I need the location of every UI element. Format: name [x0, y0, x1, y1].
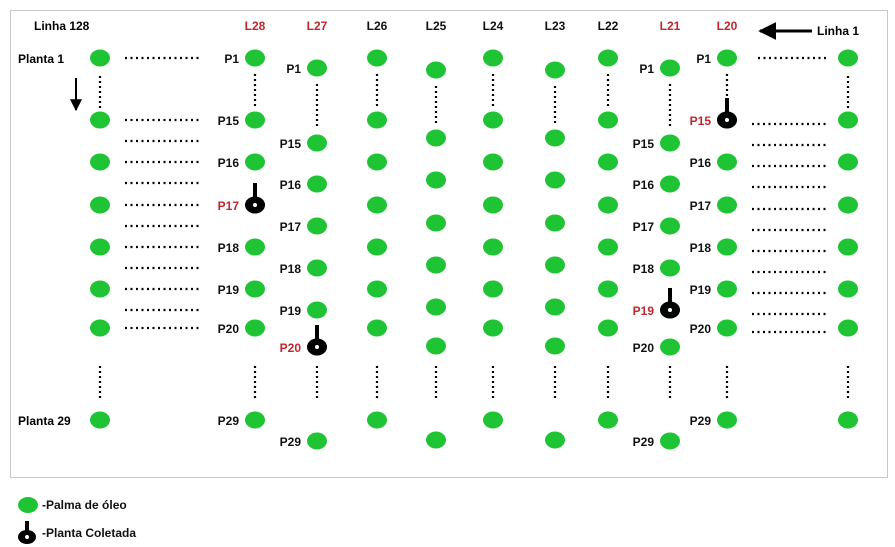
plant-l20-29 — [717, 412, 737, 429]
plant-label-l21-p20: P20 — [632, 341, 654, 355]
plant-l27-29 — [307, 433, 327, 450]
plant-label-l28-p15: P15 — [217, 114, 239, 128]
plant-l21-0 — [660, 60, 680, 77]
plant-l22-1 — [598, 112, 618, 129]
plant-l21-3 — [660, 218, 680, 235]
plant-l20-6 — [717, 320, 737, 337]
plant-l23-29 — [545, 432, 565, 449]
right-line-label: Linha 1 — [817, 24, 860, 38]
line-headers — [245, 19, 738, 33]
plant-l23-3 — [545, 215, 565, 232]
plant-right-0 — [838, 50, 858, 67]
plant-l25-2 — [426, 172, 446, 189]
plant-left-1 — [90, 112, 110, 129]
plant-label-l28-p19: P19 — [217, 283, 239, 297]
collected-pin-l28-p17 — [245, 183, 265, 214]
plant-right-6 — [838, 320, 858, 337]
plant-l28-2 — [245, 154, 265, 171]
plant-label-l28-p20: P20 — [217, 322, 239, 336]
plant-l23-1 — [545, 130, 565, 147]
plant-label-l27-p19: P19 — [279, 304, 301, 318]
plant-l26-4 — [367, 239, 387, 256]
plant-l27-2 — [307, 176, 327, 193]
plant-label-l21-p1: P1 — [639, 62, 654, 76]
plant-l20-4 — [717, 239, 737, 256]
plant-right-29 — [838, 412, 858, 429]
legend-plant-label: -Palma de óleo — [42, 498, 127, 512]
line-header-l28: L28 — [244, 19, 266, 33]
plant-label-l28-p17: P17 — [217, 199, 239, 213]
plant-l24-29 — [483, 412, 503, 429]
plant-right-5 — [838, 281, 858, 298]
plant-l21-29 — [660, 433, 680, 450]
collected-pin-icon — [16, 521, 40, 545]
plant-l26-5 — [367, 281, 387, 298]
plant-l25-4 — [426, 257, 446, 274]
plant-l25-29 — [426, 432, 446, 449]
plant-label-l27-p16: P16 — [279, 178, 301, 192]
line-header-l21: L21 — [659, 19, 681, 33]
plant-label-l20-p29: P29 — [689, 414, 711, 428]
plant-left-2 — [90, 154, 110, 171]
plant-l23-5 — [545, 299, 565, 316]
plant-l21-2 — [660, 176, 680, 193]
collected-pin-l20-p15 — [717, 98, 737, 129]
plant-label-l20-p20: P20 — [689, 322, 711, 336]
plant-label-l27-p18: P18 — [279, 262, 301, 276]
plant-l21-1 — [660, 135, 680, 152]
line-header-l24: L24 — [482, 19, 504, 33]
plant-l24-6 — [483, 320, 503, 337]
plant-left-0 — [90, 50, 110, 67]
plant-l28-1 — [245, 112, 265, 129]
plant-l24-4 — [483, 239, 503, 256]
plant-label-l28-p18: P18 — [217, 241, 239, 255]
plant-l23-2 — [545, 172, 565, 189]
plant-l24-0 — [483, 50, 503, 67]
plant-l24-5 — [483, 281, 503, 298]
plant-label-l20-p1: P1 — [696, 52, 711, 66]
plant-l22-2 — [598, 154, 618, 171]
line-header-l20: L20 — [716, 19, 738, 33]
plant-l22-29 — [598, 412, 618, 429]
plant-l28-4 — [245, 239, 265, 256]
plant-labels — [218, 52, 712, 449]
plant-label-l21-p15: P15 — [632, 137, 654, 151]
green-circle-icon — [16, 496, 40, 514]
plant-l22-3 — [598, 197, 618, 214]
plant-l27-4 — [307, 260, 327, 277]
legend-collected-label: -Planta Coletada — [42, 526, 137, 540]
line-header-l22: L22 — [597, 19, 619, 33]
plant-l25-1 — [426, 130, 446, 147]
plant-l26-1 — [367, 112, 387, 129]
plant-label-l21-p16: P16 — [632, 178, 654, 192]
left-line-label: Linha 128 — [34, 19, 90, 33]
plant-label-l21-p29: P29 — [632, 435, 654, 449]
plant-l22-5 — [598, 281, 618, 298]
plant-label-l21-p17: P17 — [632, 220, 654, 234]
plant-l20-5 — [717, 281, 737, 298]
legend-collected — [16, 521, 136, 545]
line-header-l26: L26 — [366, 19, 388, 33]
plant-l28-0 — [245, 50, 265, 67]
plant-left-6 — [90, 320, 110, 337]
plant-l22-6 — [598, 320, 618, 337]
plant-l27-1 — [307, 135, 327, 152]
plant-label-l28-p1: P1 — [224, 52, 239, 66]
plant-label-l21-p18: P18 — [632, 262, 654, 276]
plant-label-l20-p15: P15 — [689, 114, 711, 128]
plant-l20-2 — [717, 154, 737, 171]
line-header-l23: L23 — [544, 19, 566, 33]
plant-left-3 — [90, 197, 110, 214]
plant-l20-0 — [717, 50, 737, 67]
plant-l28-6 — [245, 320, 265, 337]
plant-l20-3 — [717, 197, 737, 214]
plant-label-l27-p1: P1 — [286, 62, 301, 76]
dotted-connectors — [100, 58, 848, 398]
plants — [90, 50, 858, 450]
plant-label-l28-p16: P16 — [217, 156, 239, 170]
plant-right-4 — [838, 239, 858, 256]
plant-l27-3 — [307, 218, 327, 235]
plant-l22-0 — [598, 50, 618, 67]
plant-l26-29 — [367, 412, 387, 429]
plant-l24-3 — [483, 197, 503, 214]
plant-l28-29 — [245, 412, 265, 429]
end-plant-label: Planta 29 — [18, 414, 71, 428]
plant-label-l21-p19: P19 — [632, 304, 654, 318]
plant-l25-5 — [426, 299, 446, 316]
plant-label-l20-p18: P18 — [689, 241, 711, 255]
plant-label-l27-p20: P20 — [279, 341, 301, 355]
plant-l26-6 — [367, 320, 387, 337]
plant-l26-0 — [367, 50, 387, 67]
plant-right-1 — [838, 112, 858, 129]
plant-l24-1 — [483, 112, 503, 129]
collected-pin-l21-p19 — [660, 288, 680, 319]
legend-plant — [16, 496, 127, 514]
plant-l23-4 — [545, 257, 565, 274]
plant-label-l28-p29: P29 — [217, 414, 239, 428]
plant-left-4 — [90, 239, 110, 256]
plant-right-2 — [838, 154, 858, 171]
plant-right-3 — [838, 197, 858, 214]
plant-l25-3 — [426, 215, 446, 232]
plant-l28-5 — [245, 281, 265, 298]
plant-l25-0 — [426, 62, 446, 79]
plant-l26-3 — [367, 197, 387, 214]
plant-l22-4 — [598, 239, 618, 256]
start-plant-label: Planta 1 — [18, 52, 65, 66]
collected-pin-l27-p20 — [307, 325, 327, 356]
plant-l21-4 — [660, 260, 680, 277]
plant-l25-6 — [426, 338, 446, 355]
line-header-l25: L25 — [425, 19, 447, 33]
plant-l24-2 — [483, 154, 503, 171]
plant-left-29 — [90, 412, 110, 429]
plant-l27-5 — [307, 302, 327, 319]
plant-l23-6 — [545, 338, 565, 355]
plant-left-5 — [90, 281, 110, 298]
plant-l21-6 — [660, 339, 680, 356]
plant-label-l27-p29: P29 — [279, 435, 301, 449]
plant-l27-0 — [307, 60, 327, 77]
plant-label-l20-p16: P16 — [689, 156, 711, 170]
line-header-l27: L27 — [306, 19, 328, 33]
plant-label-l27-p17: P17 — [279, 220, 301, 234]
plant-label-l27-p15: P15 — [279, 137, 301, 151]
plant-l26-2 — [367, 154, 387, 171]
plant-label-l20-p19: P19 — [689, 283, 711, 297]
plant-label-l20-p17: P17 — [689, 199, 711, 213]
plant-l23-0 — [545, 62, 565, 79]
